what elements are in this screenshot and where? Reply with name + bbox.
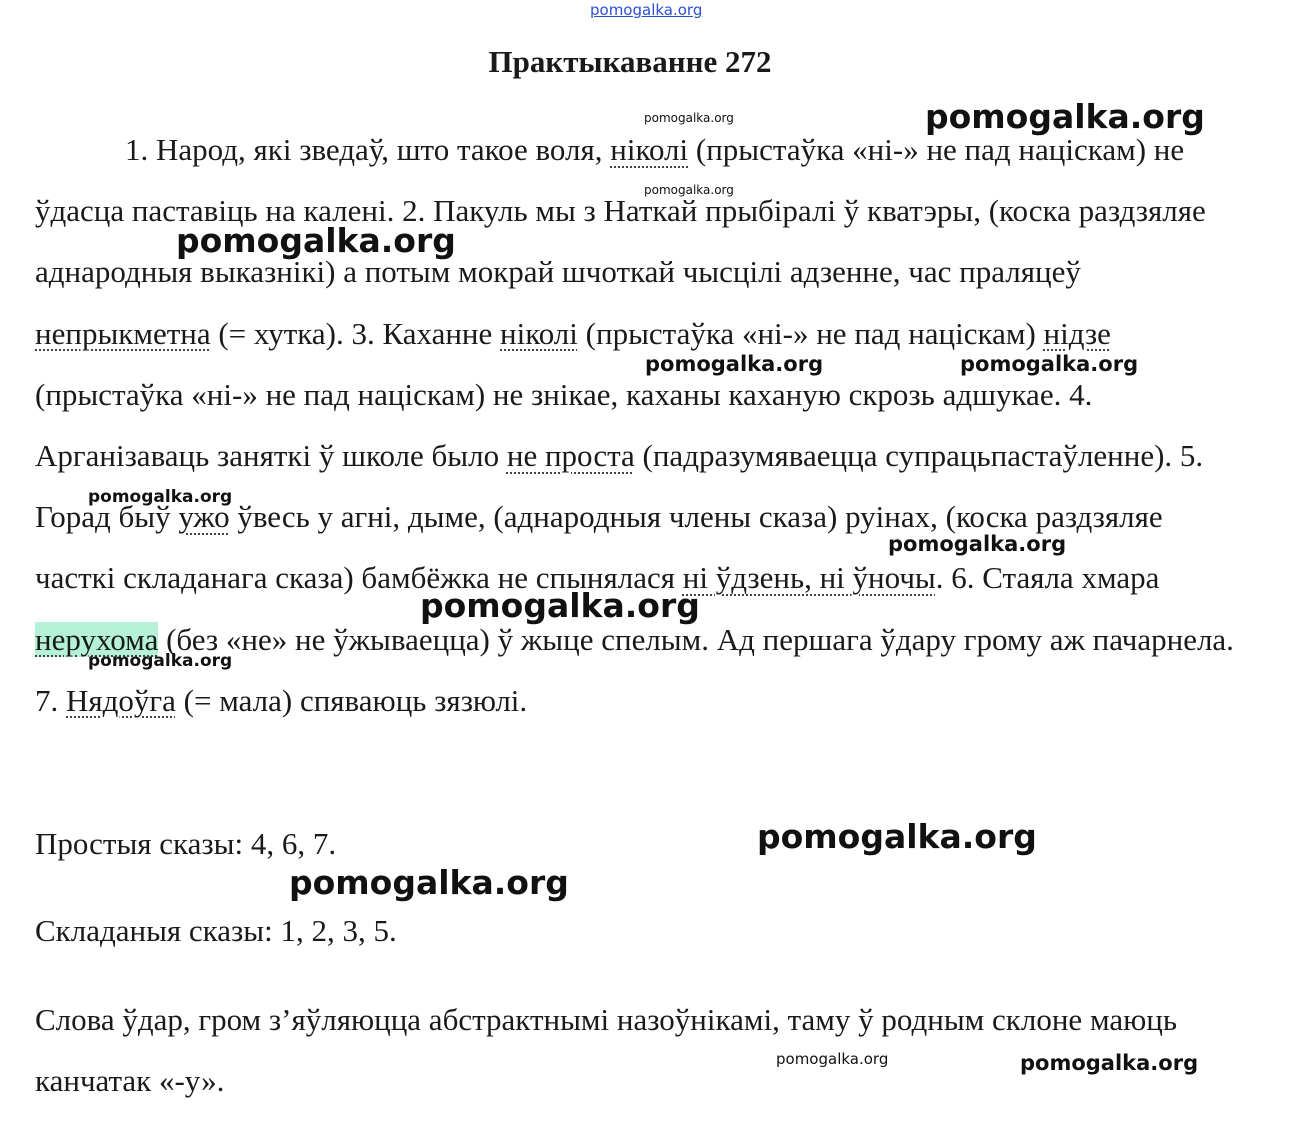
underlined-word: непрыкметна xyxy=(35,315,211,351)
top-watermark-link[interactable]: pomogalka.org xyxy=(590,1,703,19)
underlined-word: ніколі xyxy=(610,132,689,167)
compound-sentences-line: Складаныя сказы: 1, 2, 3, 5. xyxy=(35,913,397,948)
watermark: pomogalka.org xyxy=(88,487,233,507)
sentence-text: . 6. Стаяла хмара xyxy=(935,560,1160,596)
watermark: pomogalka.org xyxy=(776,1050,889,1068)
sentence-text: (прыстаўка «ні-» не пад націскам) не знікае, каханы каханую скрозь адшукае. 4. Арганізаваць заняткі ў школе было xyxy=(35,376,1093,474)
answer-paragraph xyxy=(35,119,1235,731)
watermark: pomogalka.org xyxy=(289,863,569,902)
watermark: pomogalka.org xyxy=(420,586,700,625)
underlined-word: ні ўдзень, ні ўночы xyxy=(682,560,936,596)
watermark: pomogalka.org xyxy=(888,532,1067,556)
watermark: pomogalka.org xyxy=(645,352,824,376)
sentence-text: ўвесь у агні, дыме, (аднародныя члены сказа) руінах, (коска раздзяляе часткі складанага сказа) бамбёжка не спынялася xyxy=(35,499,1163,596)
underlined-word: нідзе xyxy=(1043,315,1111,351)
explanation-note: Слова ўдар, гром з’яўляюцца абстрактнымі назоўнікамі, таму ў родным склоне маюць канчатак «-у». xyxy=(35,1002,1177,1098)
underlined-word: ужо xyxy=(178,499,230,535)
watermark: pomogalka.org xyxy=(757,817,1037,856)
watermark: pomogalka.org xyxy=(925,97,1205,136)
sentence-text: (прыстаўка «ні-» не пад націскам) xyxy=(577,315,1044,351)
sentence-text: 1. Народ, які зведаў, што такое воля, xyxy=(125,132,611,167)
watermark: pomogalka.org xyxy=(960,352,1139,376)
underlined-word: не проста xyxy=(506,438,635,474)
underlined-word: ніколі xyxy=(500,315,578,351)
simple-sentences-line: Простыя сказы: 4, 6, 7. xyxy=(35,826,337,861)
page-title: Практыкаванне 272 xyxy=(488,44,772,79)
underlined-word: Нядоўга xyxy=(66,682,176,718)
watermark: pomogalka.org xyxy=(644,183,734,197)
underlined-word: нерухома xyxy=(35,621,159,657)
watermark: pomogalka.org xyxy=(88,651,233,671)
sentence-text: (= мала) спяваюць зязюлі. xyxy=(175,682,528,718)
watermark: pomogalka.org xyxy=(1020,1051,1199,1075)
sentence-text: (падразумяваецца супрацьпастаўленне). 5. Горад быў xyxy=(35,438,1204,535)
sentence-text: (= хутка). 3. Каханне xyxy=(210,315,501,351)
sentence-text: (прыстаўка «ні-» не пад націскам) не ўдасца паставіць на калені. 2. Пакуль мы з Наткай прыбіралі ў кватэры, (коска раздзяляе аднародныя выказнікі) а потым мокрай шчоткай чысцілі адзенне, час праляцеў xyxy=(35,132,1206,290)
watermark: pomogalka.org xyxy=(176,221,456,260)
watermark: pomogalka.org xyxy=(644,111,734,125)
sentence-text: (без «не» не ўжываецца) ў жыце спелым. Ад першага ўдару грому аж пачарнела. 7. xyxy=(35,621,1234,718)
